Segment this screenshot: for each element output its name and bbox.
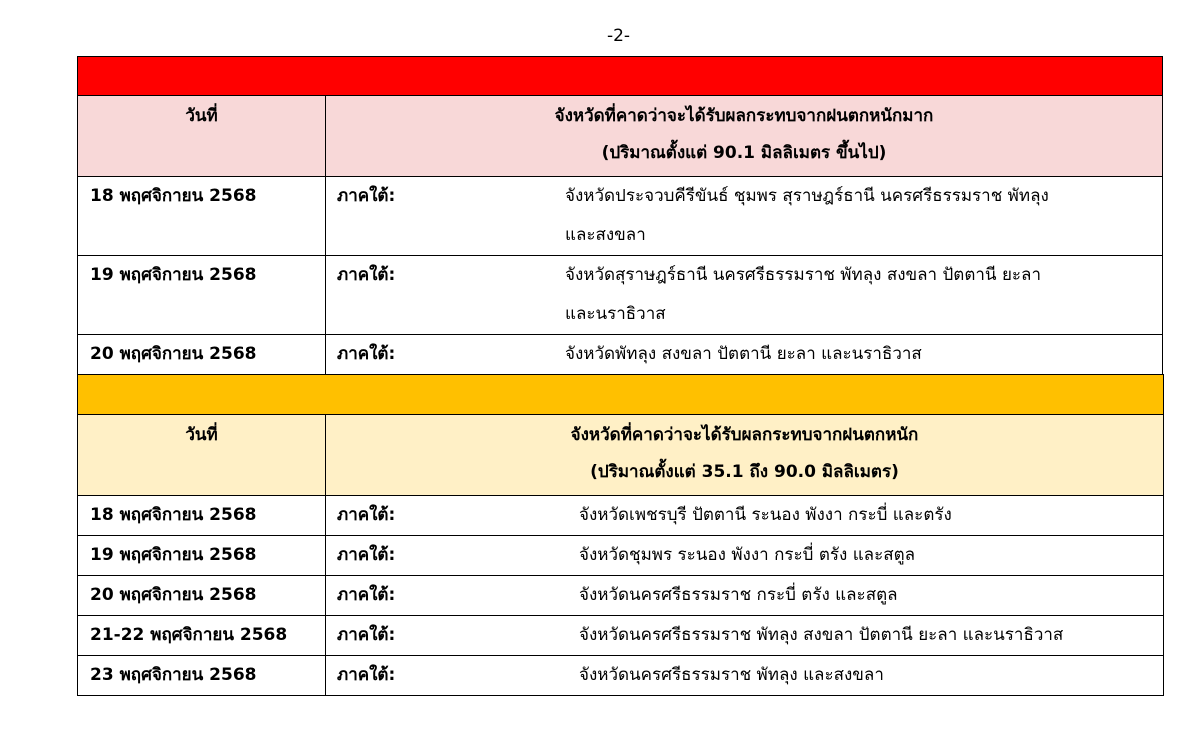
date-column-header: วันที่ (78, 415, 326, 496)
row-region: ภาคใต้: (337, 665, 396, 685)
row-region: ภาคใต้: (337, 545, 396, 565)
very-heavy-header-row (78, 96, 1163, 177)
table-row (78, 576, 1164, 616)
heavy-color-bar (78, 375, 1164, 415)
row-region: ภาคใต้: (337, 344, 396, 364)
row-region: ภาคใต้: (337, 625, 396, 645)
row-provinces-line1: จังหวัดเพชรบุรี ปัตตานี ระนอง พังงา กระบี่ และตรัง (579, 505, 952, 525)
table-row (78, 335, 1163, 375)
table-row (78, 177, 1163, 256)
very-heavy-rain-table (77, 56, 1163, 375)
row-provinces-line1: จังหวัดประจวบคีรีขันธ์ ชุมพร สุราษฎร์ธานี นครศรีธรรมราช พัทลุง (565, 186, 1049, 206)
impact-column-header (326, 96, 1163, 177)
row-details (326, 335, 1163, 375)
table-row (78, 536, 1164, 576)
row-date: 18 พฤศจิกายน 2568 (78, 177, 326, 256)
row-details (326, 616, 1164, 656)
date-column-header: วันที่ (78, 96, 326, 177)
row-region: ภาคใต้: (337, 505, 396, 525)
very-heavy-color-bar (78, 57, 1163, 96)
row-date: 20 พฤศจิกายน 2568 (78, 576, 326, 616)
row-provinces-line1: จังหวัดสุราษฎร์ธานี นครศรีธรรมราช พัทลุง สงขลา ปัตตานี ยะลา (565, 265, 1042, 285)
header-subtitle: (ปริมาณตั้งแต่ 35.1 ถึง 90.0 มิลลิเมตร) (590, 462, 899, 482)
row-date: 18 พฤศจิกายน 2568 (78, 496, 326, 536)
row-date: 20 พฤศจิกายน 2568 (78, 335, 326, 375)
row-date: 19 พฤศจิกายน 2568 (78, 256, 326, 335)
row-date: 21-22 พฤศจิกายน 2568 (78, 616, 326, 656)
header-title: จังหวัดที่คาดว่าจะได้รับผลกระทบจากฝนตกหนักมาก (554, 106, 934, 126)
row-details (326, 536, 1164, 576)
row-details (326, 177, 1163, 256)
header-subtitle: (ปริมาณตั้งแต่ 90.1 มิลลิเมตร ขึ้นไป) (601, 143, 887, 163)
header-title: จังหวัดที่คาดว่าจะได้รับผลกระทบจากฝนตกหนัก (570, 425, 919, 445)
page-number: -2- (606, 26, 631, 46)
table-row (78, 656, 1164, 696)
row-region: ภาคใต้: (337, 265, 396, 285)
row-details (326, 496, 1164, 536)
row-provinces-line1: จังหวัดนครศรีธรรมราช กระบี่ ตรัง และสตูล (579, 585, 898, 605)
row-provinces-line2: และสงขลา (565, 225, 646, 245)
row-details (326, 656, 1164, 696)
table-row (78, 616, 1164, 656)
row-date: 19 พฤศจิกายน 2568 (78, 536, 326, 576)
row-details (326, 576, 1164, 616)
row-provinces-line1: จังหวัดนครศรีธรรมราช พัทลุง และสงขลา (579, 665, 884, 685)
table-row (78, 256, 1163, 335)
heavy-rain-table (77, 374, 1164, 696)
row-details (326, 256, 1163, 335)
row-region: ภาคใต้: (337, 585, 396, 605)
table-row (78, 496, 1164, 536)
row-provinces-line1: จังหวัดนครศรีธรรมราช พัทลุง สงขลา ปัตตานี ยะลา และนราธิวาส (579, 625, 1064, 645)
row-region: ภาคใต้: (337, 186, 396, 206)
impact-column-header (326, 415, 1164, 496)
row-date: 23 พฤศจิกายน 2568 (78, 656, 326, 696)
row-provinces-line1: จังหวัดชุมพร ระนอง พังงา กระบี่ ตรัง และสตูล (579, 545, 916, 565)
heavy-header-row (78, 415, 1164, 496)
row-provinces-line1: จังหวัดพัทลุง สงขลา ปัตตานี ยะลา และนราธิวาส (565, 344, 922, 364)
row-provinces-line2: และนราธิวาส (565, 304, 666, 324)
